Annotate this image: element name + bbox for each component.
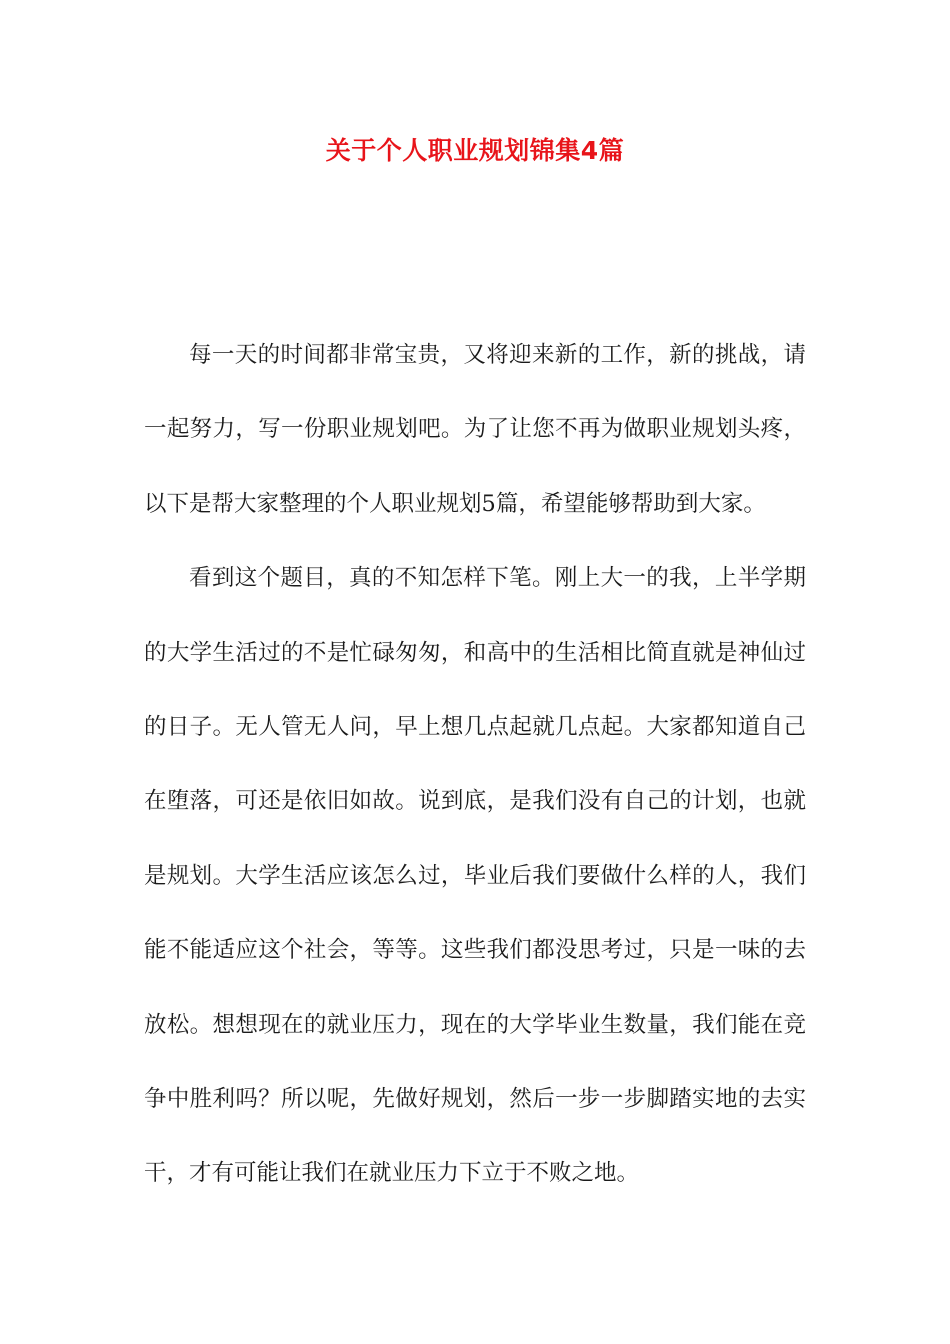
paragraph-intro: 每一天的时间都非常宝贵，又将迎来新的工作，新的挑战，请一起努力，写一份职业规划吧。为了让您不再为做职业规划头疼，以下是帮大家整理的个人职业规划5篇，希望能够帮助到大家。 bbox=[144, 342, 806, 517]
document-title: 关于个人职业规划锦集4篇 bbox=[325, 136, 625, 165]
document-body bbox=[144, 318, 806, 1211]
paragraph-main: 看到这个题目，真的不知怎样下笔。刚上大一的我，上半学期的大学生活过的不是忙碌匆匆，和高中的生活相比简直就是神仙过的日子。无人管无人问，早上想几点起就几点起。大家都知道自己在堕落，可还是依旧如故。说到底，是我们没有自己的计划，也就是规划。大学生活应该怎么过，毕业后我们要做什么样的人，我们能不能适应这个社会，等等。这些我们都没思考过，只是一味的去放松。想想现在的就业压力，现在的大学毕业生数量，我们能在竞争中胜利吗？所以呢，先做好规划，然后一步一步脚踏实地的去实干，才有可能让我们在就业压力下立于不败之地。 bbox=[144, 565, 806, 1187]
